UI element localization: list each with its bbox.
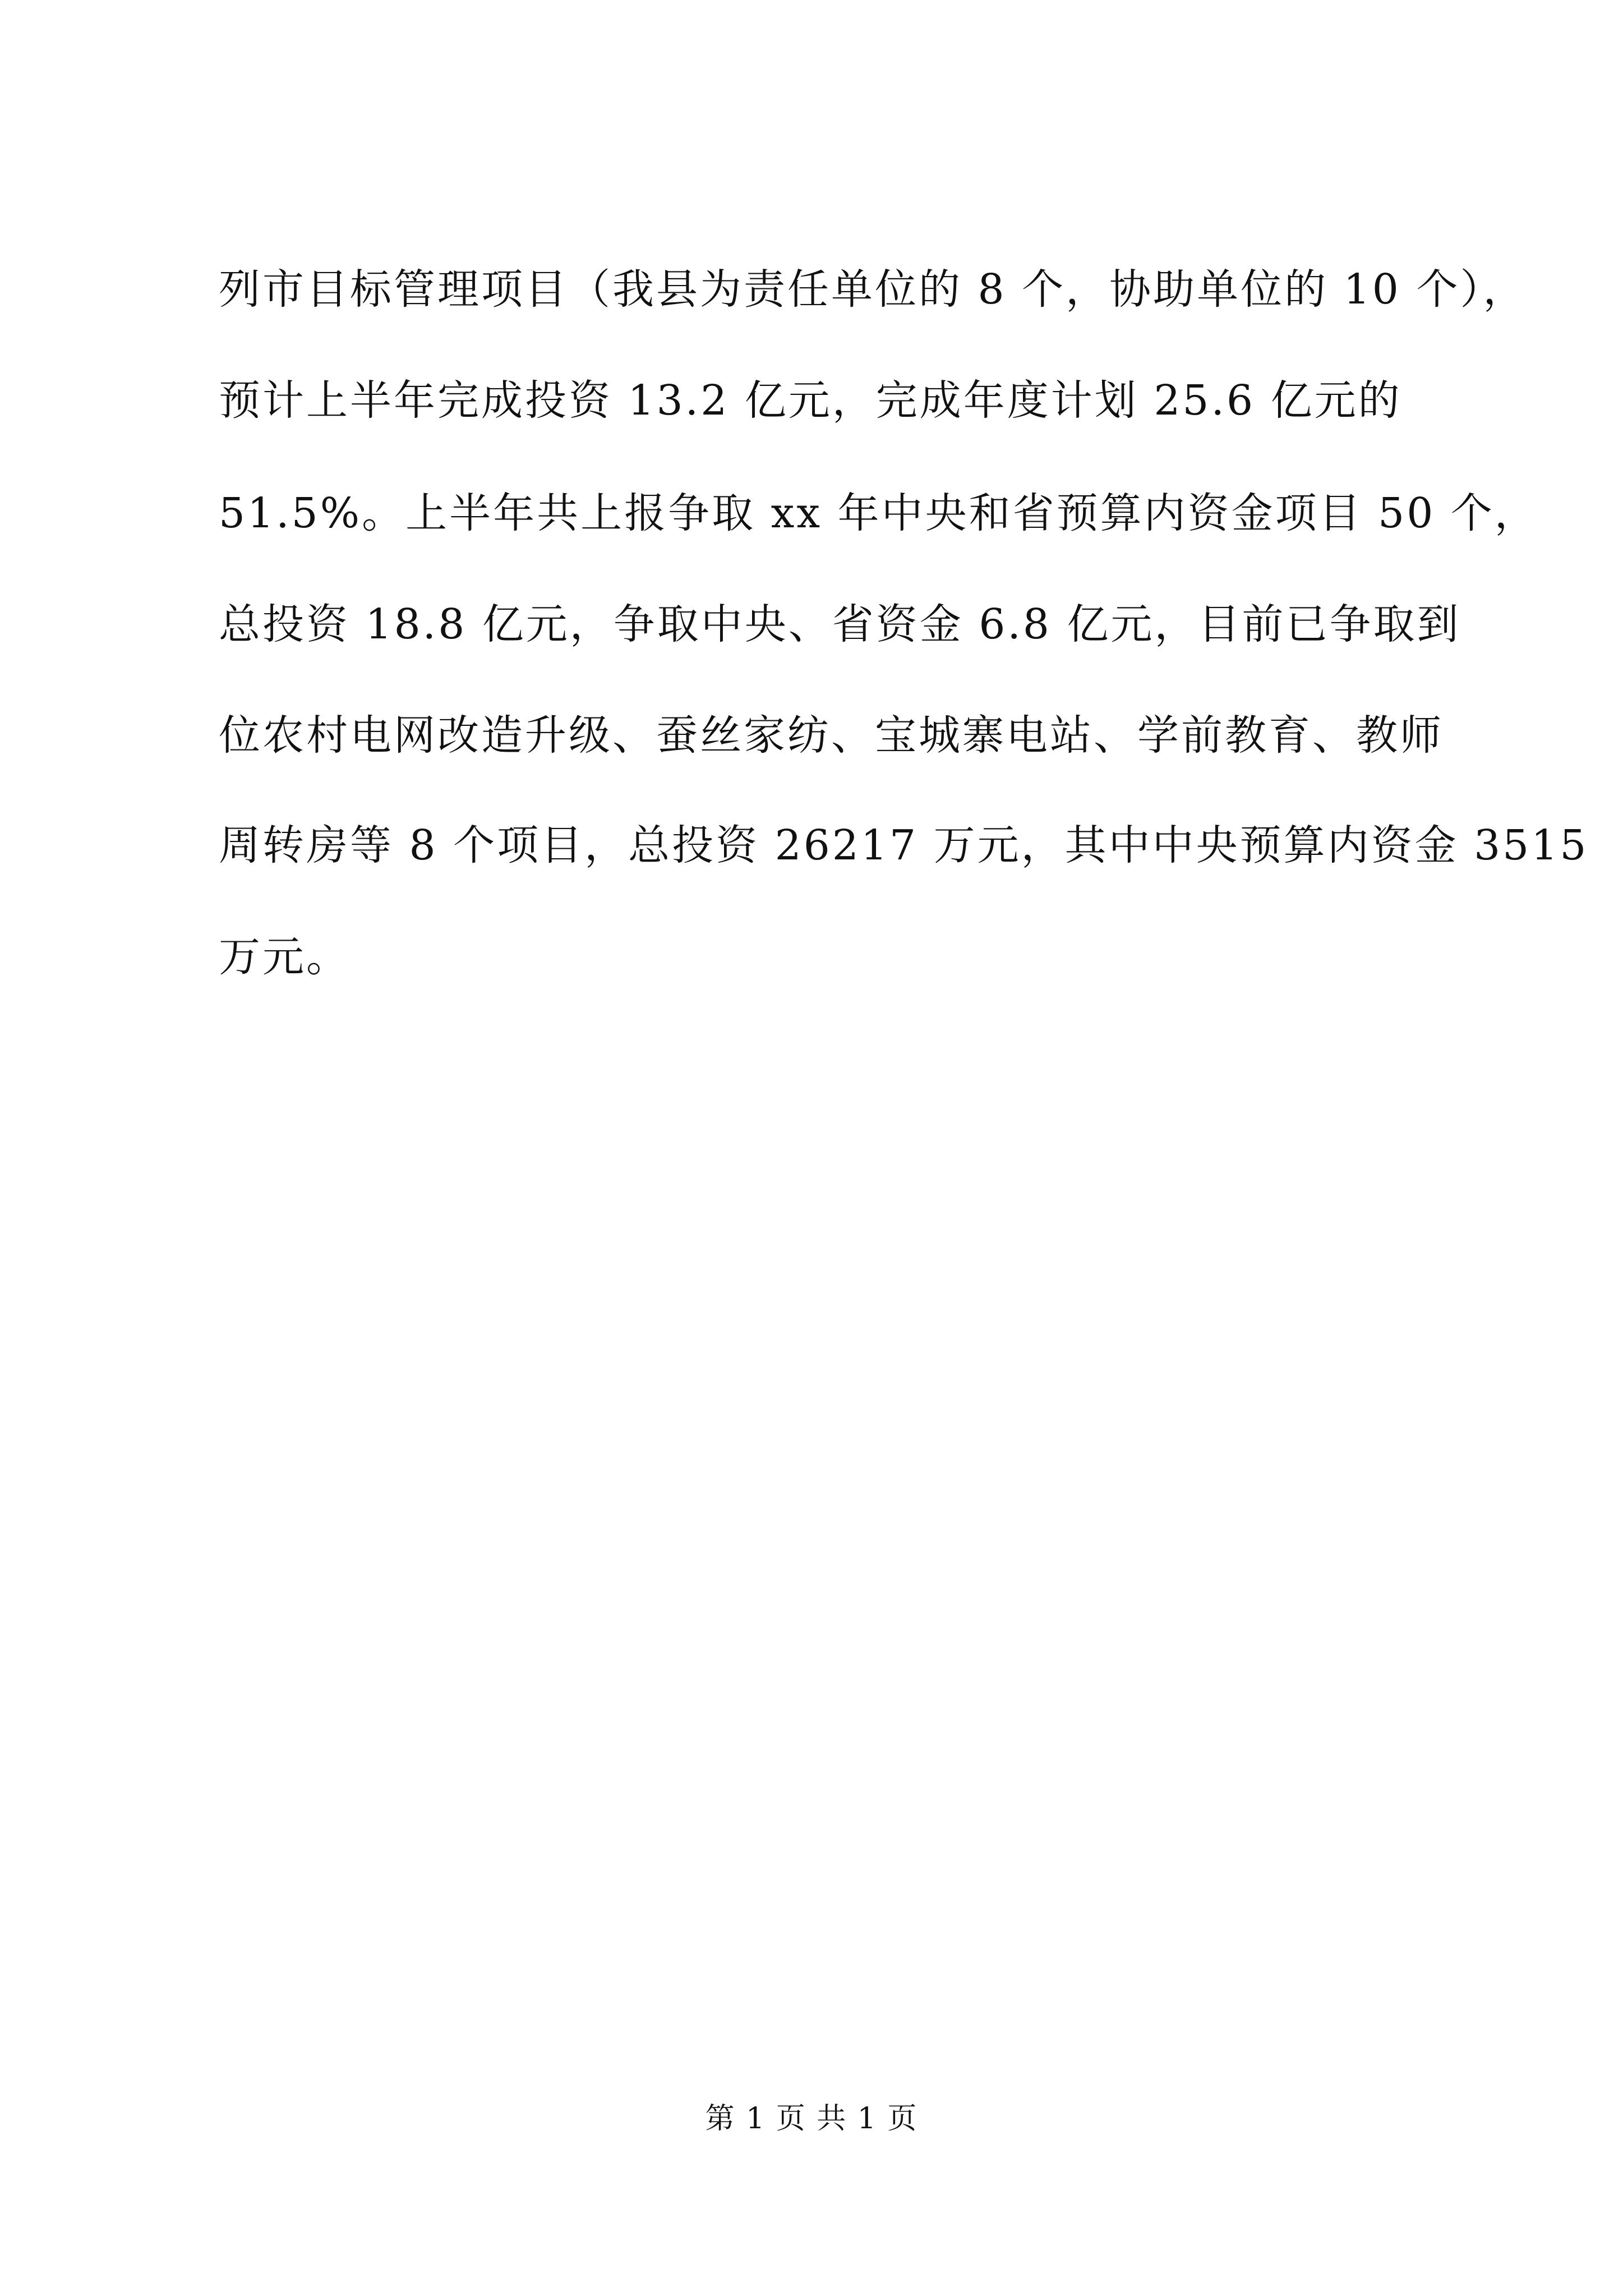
body-paragraph <box>219 264 1589 983</box>
text-line: 周转房等 8 个项目，总投资 26217 万元，其中中央预算内资金 3515 <box>219 821 1589 869</box>
text-line: 万元。 <box>219 933 350 981</box>
text-line: 位农村电网改造升级、蚕丝家纺、宝城寨电站、学前教育、教师 <box>219 711 1444 760</box>
text-line: 列市目标管理项目（我县为责任单位的 8 个，协助单位的 10 个）， <box>219 265 1527 314</box>
text-line: 51.5%。上半年共上报争取 xx 年中央和省预算内资金项目 50 个， <box>219 489 1538 537</box>
text-line: 总投资 18.8 亿元，争取中央、省资金 6.8 亿元，目前已争取到 <box>219 600 1461 648</box>
page-footer: 第 1 页 共 1 页 <box>705 2102 918 2136</box>
text-line: 预计上半年完成投资 13.2 亿元，完成年度计划 25.6 亿元的 <box>219 376 1402 425</box>
